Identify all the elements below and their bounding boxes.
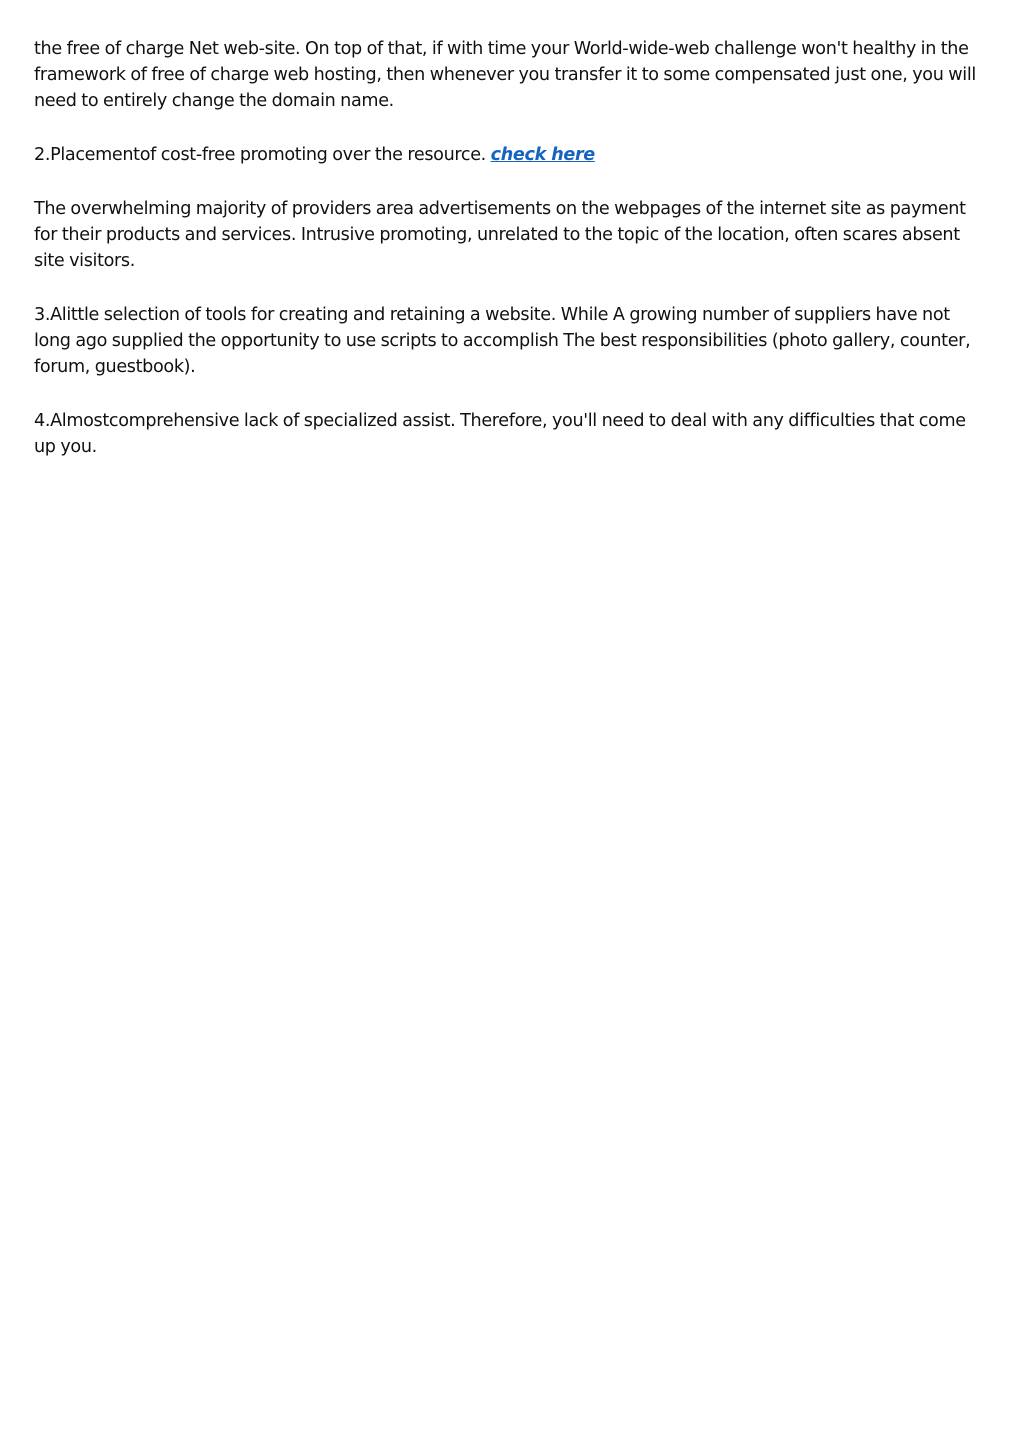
list-item-text: Almostcomprehensive lack of specialized assist. Therefore, you'll need to deal with any difficulties that come up you. — [34, 411, 966, 457]
check-here-link[interactable]: check here — [490, 145, 595, 165]
list-item-text: Placementof cost-free promoting over the resource. — [50, 145, 491, 165]
list-marker: 4. — [34, 411, 51, 431]
paragraph-advertising — [34, 196, 990, 274]
list-item-2 — [34, 142, 990, 168]
paragraph-text: The overwhelming majority of providers area advertisements on the webpages of the internet site as payment for their products and services. Intrusive promoting, unrelated to the topic of the location, often scares absent site visitors. — [34, 199, 966, 271]
paragraph-text: the free of charge Net web-site. On top of that, if with time your World-wide-web challenge won't healthy in the framework of free of charge web hosting, then whenever you transfer it to some compensated just one, you will need to entirely change the domain name. — [34, 39, 976, 111]
list-item-4 — [34, 408, 990, 460]
list-item-text: Alittle selection of tools for creating and retaining a website. While A growing number of suppliers have not long ago supplied the opportunity to use scripts to accomplish The best responsibilities (photo gallery, counter, forum, guestbook). — [34, 305, 971, 377]
document-body — [34, 36, 990, 488]
list-marker: 2. — [34, 145, 51, 165]
list-item-3 — [34, 302, 990, 380]
paragraph-intro — [34, 36, 990, 114]
list-marker: 3. — [34, 305, 51, 325]
